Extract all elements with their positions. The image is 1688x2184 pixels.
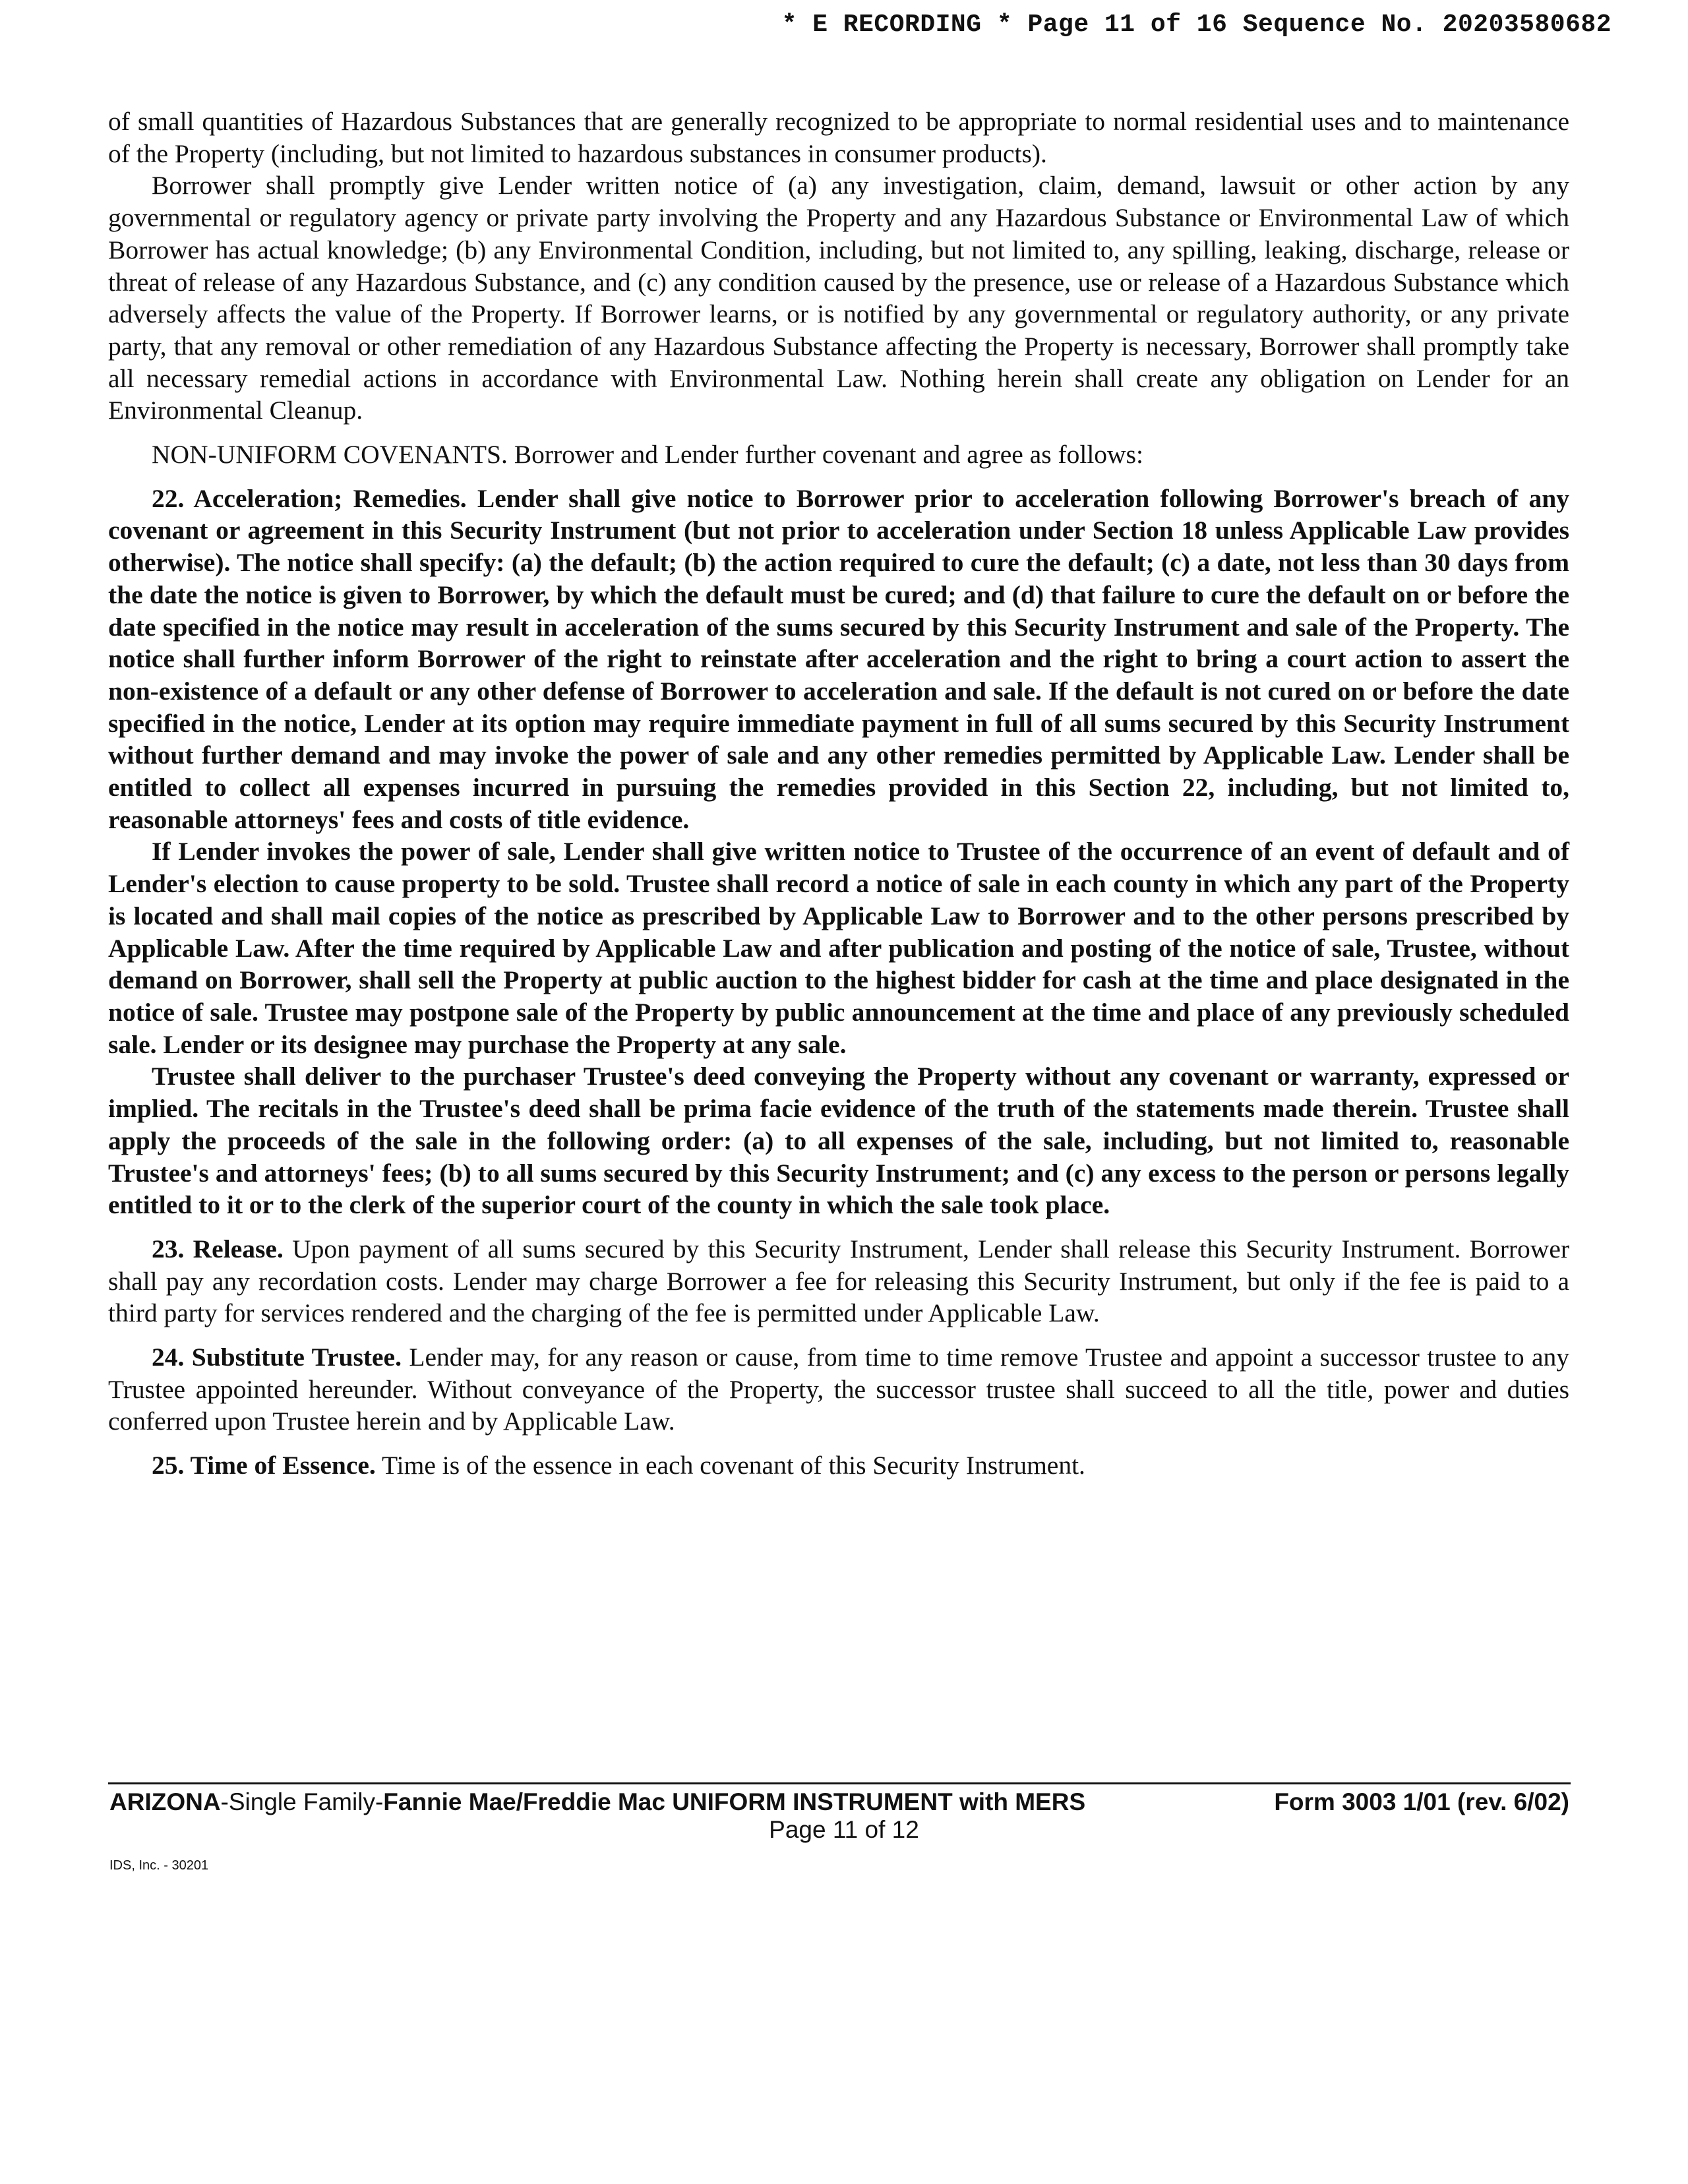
section-25-body: Time is of the essence in each covenant of this Security Instrument. [381, 1451, 1085, 1480]
section-22-power-of-sale: If Lender invokes the power of sale, Lender shall give written notice to Trustee of the occurrence of an event of default and of Lender's election to cause property to be sold. Trustee shall record a notice of sale in each county in which any part of the Property is located and shall mail copies of the notice as prescribed by Applicable Law to Borrower and to the other persons prescribed by Applicable Law. After the time required by Applicable Law and after publication and posting of the notice of sale, Trustee, without demand on Borrower, shall sell the Property at public auction to the highest bidder for cash at the time and place designated in the notice of sale. Trustee may postpone sale of the Property by public announcement at the time and place of any previously scheduled sale. Lender or its designee may purchase the Property at any sale. [108, 837, 1569, 1059]
section-22-trustee-deed: Trustee shall deliver to the purchaser Trustee's deed conveying the Property without any covenant or warranty, expressed or implied. The recitals in the Trustee's deed shall be prima facie evidence of the truth of the statements made therein. Trustee shall apply the proceeds of the sale in the following order: (a) to all expenses of the sale, including, but not limited to, reasonable Trustee's and attorneys' fees; (b) to all sums secured by this Security Instrument; and (c) any excess to the person or persons legally entitled to it or to the clerk of the superior court of the county in which the sale took place. [108, 1062, 1569, 1220]
section-24-body: Lender may, for any reason or cause, from time to time remove Trustee and appoint a successor trustee to any Trustee appointed hereunder. Without conveyance of the Property, the successor trustee shall succeed to all the title, power and duties conferred upon Trustee herein and by Applicable Law. [108, 1343, 1569, 1436]
section-22-acceleration [108, 483, 1569, 836]
footer-state: ARIZONA [109, 1788, 221, 1815]
footer-form-title [109, 1788, 1085, 1816]
footer-divider [108, 1782, 1571, 1784]
recording-header: * E RECORDING * Page 11 of 16 Sequence No. 20203580682 [781, 11, 1612, 39]
footer-instrument-name: Fannie Mae/Freddie Mac UNIFORM INSTRUMENT with MERS [383, 1788, 1086, 1815]
section-24-substitute-trustee [108, 1341, 1569, 1438]
footer-form-number: Form 3003 1/01 (rev. 6/02) [1274, 1788, 1569, 1815]
section-25-time-of-essence [108, 1449, 1569, 1482]
paragraph-borrower-notice: Borrower shall promptly give Lender written notice of (a) any investigation, claim, demand, lawsuit or other action by any governmental or regulatory agency or private party involving the Property and any Hazardous Substance or Environmental Law of which Borrower has actual knowledge; (b) any Environmental Condition, including, but not limited to, any spilling, leaking, discharge, release or threat of release of any Hazardous Substance, and (c) any condition caused by the presence, use or release of a Hazardous Substance which adversely affects the value of the Property. If Borrower learns, or is notified by any governmental or regulatory authority, or any private party, that any removal or other remediation of any Hazardous Substance affecting the Property is necessary, Borrower shall promptly take all necessary remedial actions in accordance with Environmental Law. Nothing herein shall create any obligation on Lender for an Environmental Cleanup. [108, 171, 1569, 425]
non-uniform-covenants: NON-UNIFORM COVENANTS. Borrower and Lender further covenant and agree as follows: [152, 440, 1143, 470]
section-23-body: Upon payment of all sums secured by this Security Instrument, Lender shall release this Security Instrument. Borrower shall pay any recordation costs. Lender may charge Borrower a fee for releasing this Security Instrument, but only if the fee is paid to a third party for services rendered and the charging of the fee is permitted under Applicable Law. [108, 1234, 1570, 1328]
footer-page-number: Page 11 of 12 [769, 1816, 919, 1843]
paragraph-hazardous-continuation: of small quantities of Hazardous Substances that are generally recognized to be appropriate to normal residential uses and to maintenance of the Property (including, but not limited to hazardous substances in consumer products). [108, 107, 1569, 168]
section-24-heading: 24. Substitute Trustee. [152, 1343, 402, 1372]
section-22-body: Lender shall give notice to Borrower prior to acceleration following Borrower's breach of any covenant or agreement in this Security Instrument (but not prior to acceleration under Section 18 unless Applicable Law provides otherwise). The notice shall specify: (a) the default; (b) the action required to cure the default; (c) a date, not less than 30 days from the date the notice is given to Borrower, by which the default must be cured; and (d) that failure to cure the default on or before the date specified in the notice may result in acceleration of the sums secured by this Security Instrument and sale of the Property. The notice shall further inform Borrower of the right to reinstate after acceleration and the right to bring a court action to assert the non-existence of a default or any other defense of Borrower to acceleration and sale. If the default is not cured on or before the date specified in the notice, Lender at its option may require immediate payment in full of all sums secured by this Security Instrument without further demand and may invoke the power of sale and any other remedies permitted by Applicable Law. Lender shall be entitled to collect all expenses incurred in pursuing the remedies provided in this Section 22, including, but not limited to, reasonable attorneys' fees and costs of title evidence. [108, 483, 1569, 834]
section-25-heading: 25. Time of Essence. [152, 1451, 376, 1480]
section-22-heading: 22. Acceleration; Remedies. [152, 483, 467, 513]
footer-vendor-id: IDS, Inc. - 30201 [109, 1858, 209, 1873]
footer-property-type: -Single Family- [220, 1788, 384, 1815]
section-23-heading: 23. Release. [152, 1234, 284, 1263]
document-body [108, 106, 1569, 1482]
section-23-release [108, 1233, 1569, 1329]
